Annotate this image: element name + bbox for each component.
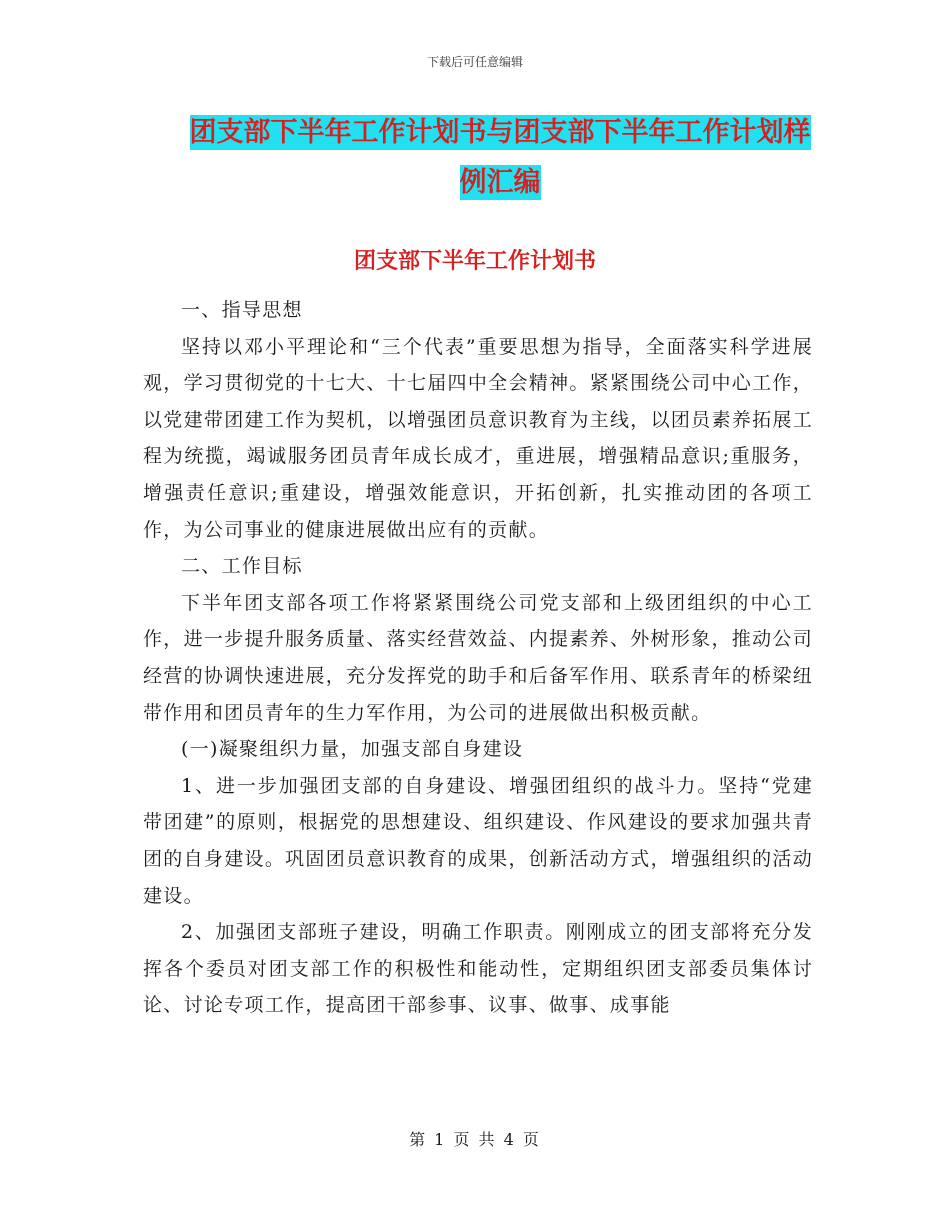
heading-guiding-ideology: 一、指导思想 [181, 299, 303, 321]
heading-work-goals: 二、工作目标 [181, 555, 303, 578]
subheading-organization: (一)凝聚组织力量，加强支部自身建设 [181, 738, 524, 761]
document-title [145, 108, 855, 208]
page-footer: 第 1 页 共 4 页 [409, 1130, 541, 1149]
document-body [143, 292, 813, 1024]
paragraph-work-goals: 下半年团支部各项工作将紧紧围绕公司党支部和上级团组织的中心工作，进一步提升服务质量、落实经营效益、内提素养、外树形象，推动公司经营的协调快速进展，充分发挥党的助手和后备军作用、联系青年的桥梁纽带作用和团员青年的生力军作用，为公司的进展做出积极贡献。 [143, 591, 813, 724]
header-note: 下载后可任意编辑 [426, 55, 523, 69]
section-title: 团支部下半年工作计划书 [353, 249, 596, 274]
document-title-line-2: 例汇编 [459, 167, 541, 198]
paragraph-guiding-ideology: 坚持以邓小平理论和“三个代表”重要思想为指导，全面落实科学进展观，学习贯彻党的十七大、十七届四中全会精神。紧紧围绕公司中心工作，以党建带团建工作为契机，以增强团员意识教育为主线，以团员素养拓展工程为统揽，竭诚服务团员青年成长成才，重进展，增强精品意识;重服务，增强责任意识;重建设，增强效能意识，开拓创新，扎实推动团的各项工作，为公司事业的健康进展做出应有的贡献。 [143, 335, 813, 541]
document-title-line-1: 团支部下半年工作计划书与团支部下半年工作计划样 [189, 117, 811, 148]
paragraph-item-2: 2、加强团支部班子建设，明确工作职责。刚刚成立的团支部将充分发挥各个委员对团支部工作的积极性和能动性，定期组织团支部委员集体讨论、讨论专项工作，提高团干部参事、议事、做事、成事能 [143, 921, 813, 1017]
paragraph-item-1: 1、进一步加强团支部的自身建设、增强团组织的战斗力。坚持“党建带团建”的原则，根据党的思想建设、组织建设、作风建设的要求加强共青团的自身建设。巩固团员意识教育的成果，创新活动方式，增强组织的活动建设。 [143, 774, 813, 907]
